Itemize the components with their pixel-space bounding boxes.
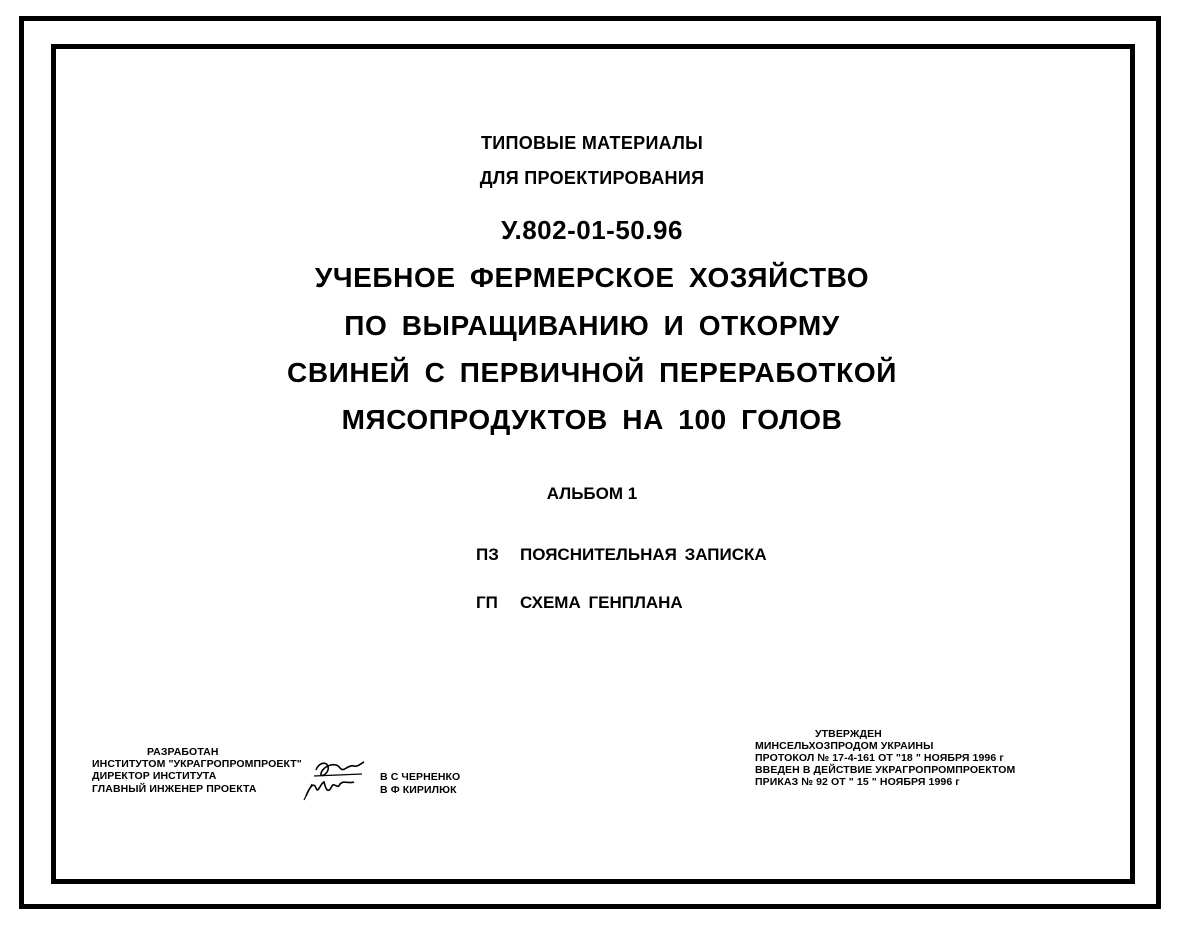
title-line-3: СВИНЕЙ С ПЕРВИЧНОЙ ПЕРЕРАБОТКОЙ [287, 357, 897, 388]
developed-heading: РАЗРАБОТАН [147, 746, 219, 758]
director-name: В С ЧЕРНЕНКО [380, 771, 461, 783]
document-code: У.802-01-50.96 [501, 215, 683, 245]
title-line-2: ПО ВЫРАЩИВАНИЮ И ОТКОРМУ [344, 310, 840, 341]
contents-code-pz: ПЗ [476, 545, 499, 564]
approved-line-2: ПРОТОКОЛ № 17-4-161 ОТ "18 " НОЯБРЯ 1996 г [755, 752, 1004, 764]
engineer-name: В Ф КИРИЛЮК [380, 784, 457, 796]
approved-line-3: ВВЕДЕН В ДЕЙСТВИЕ УКРАГРОПРОМПРОЕКТОМ [755, 764, 1016, 776]
approved-line-4: ПРИКАЗ № 92 ОТ " 15 " НОЯБРЯ 1996 г [755, 776, 960, 788]
director-role: ДИРЕКТОР ИНСТИТУТА [92, 770, 217, 782]
approved-heading: УТВЕРЖДЕН [815, 728, 882, 740]
contents-label-pz: ПОЯСНИТЕЛЬНАЯ ЗАПИСКА [520, 545, 767, 564]
title-line-4: МЯСОПРОДУКТОВ НА 100 ГОЛОВ [341, 404, 843, 435]
header-line-1: ТИПОВЫЕ МАТЕРИАЛЫ [480, 133, 704, 153]
engineer-role: ГЛАВНЫЙ ИНЖЕНЕР ПРОЕКТА [92, 783, 257, 795]
approved-line-1: МИНСЕЛЬХОЗПРОДОМ УКРАИНЫ [755, 740, 934, 752]
contents-label-gp: СХЕМА ГЕНПЛАНА [520, 593, 683, 612]
developed-institute: ИНСТИТУТОМ "УКРАГРОПРОМПРОЕКТ" [92, 758, 302, 770]
signature-image [300, 756, 370, 802]
header-line-2: ДЛЯ ПРОЕКТИРОВАНИЯ [479, 168, 705, 188]
title-line-1: УЧЕБНОЕ ФЕРМЕРСКОЕ ХОЗЯЙСТВО [314, 262, 870, 293]
contents-code-gp: ГП [476, 593, 498, 612]
album-number: АЛЬБОМ 1 [546, 484, 638, 503]
